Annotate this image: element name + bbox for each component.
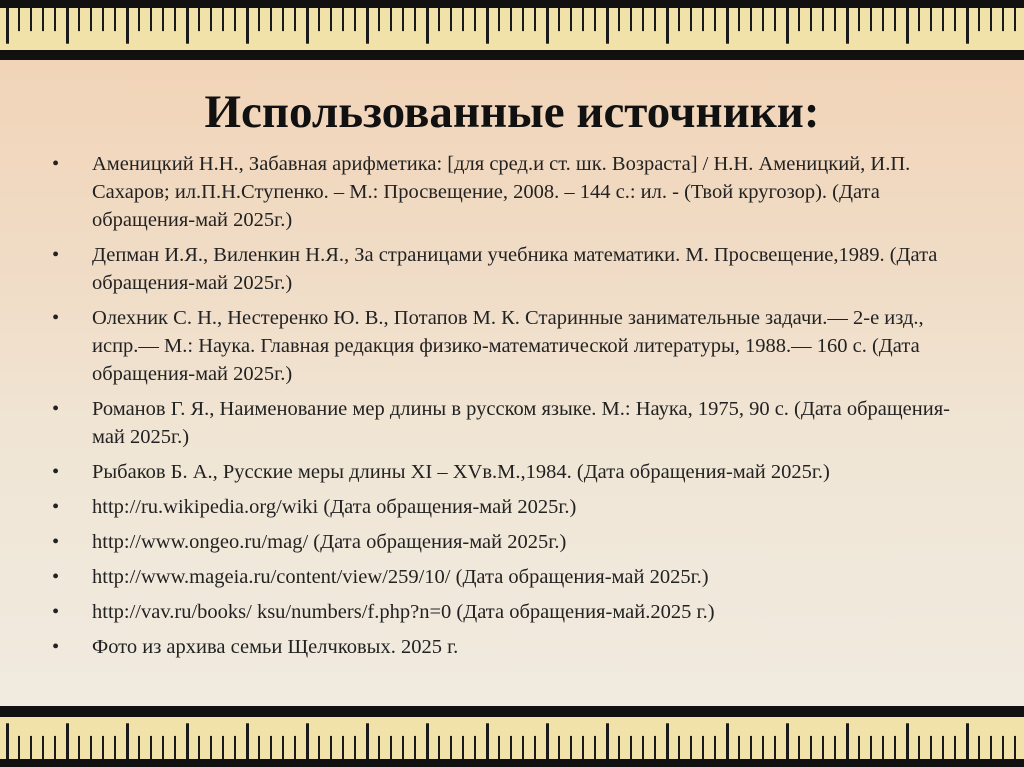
ruler-tick bbox=[582, 8, 584, 31]
ruler-tick bbox=[642, 8, 644, 31]
source-link: http://www.ongeo.ru/mag/ (Дата обращения-май 2025г.) bbox=[92, 531, 567, 553]
ruler-tick bbox=[918, 736, 920, 759]
ruler-tick bbox=[354, 736, 356, 759]
bullet-icon: • bbox=[52, 244, 60, 266]
ruler-tick bbox=[390, 736, 392, 759]
ruler-tick bbox=[630, 8, 632, 31]
ruler-tick bbox=[942, 8, 944, 31]
ruler-tick bbox=[174, 736, 176, 759]
ruler-tick bbox=[42, 736, 44, 759]
ruler-tick bbox=[246, 723, 249, 759]
ruler-tick bbox=[930, 8, 932, 31]
ruler-tick bbox=[618, 736, 620, 759]
bullet-icon: • bbox=[52, 307, 60, 329]
ruler-tick bbox=[6, 723, 9, 759]
ruler-tick bbox=[450, 8, 452, 31]
ruler-tick bbox=[822, 736, 824, 759]
ruler-tick bbox=[270, 8, 272, 31]
ruler-tick bbox=[330, 8, 332, 31]
ruler-tick bbox=[234, 8, 236, 31]
ruler-tick bbox=[150, 736, 152, 759]
ruler-tick bbox=[522, 736, 524, 759]
ruler-tick bbox=[798, 8, 800, 31]
ruler-tick bbox=[546, 723, 549, 759]
ruler-tick bbox=[1002, 736, 1004, 759]
ruler-tick bbox=[90, 736, 92, 759]
ruler-tick bbox=[114, 8, 116, 31]
ruler-tick bbox=[498, 736, 500, 759]
ruler-tick bbox=[486, 8, 489, 44]
ruler-tick bbox=[414, 736, 416, 759]
ruler-tick bbox=[114, 736, 116, 759]
ruler-tick bbox=[678, 8, 680, 31]
ruler-tick bbox=[402, 8, 404, 31]
ruler-tick bbox=[714, 736, 716, 759]
list-item bbox=[52, 304, 972, 388]
ruler-tick bbox=[558, 736, 560, 759]
ruler-tick bbox=[522, 8, 524, 31]
ruler-tick bbox=[222, 8, 224, 31]
ruler-tick bbox=[762, 8, 764, 31]
ruler-tick bbox=[978, 8, 980, 31]
ruler-tick bbox=[510, 8, 512, 31]
ruler-tick bbox=[30, 8, 32, 31]
ruler-tick bbox=[570, 8, 572, 31]
ruler-tick bbox=[810, 736, 812, 759]
ruler-tick bbox=[414, 8, 416, 31]
ruler-tick bbox=[642, 736, 644, 759]
ruler-tick bbox=[954, 736, 956, 759]
ruler-tick bbox=[666, 723, 669, 759]
ruler-tick bbox=[1014, 8, 1016, 31]
ruler-tick bbox=[774, 8, 776, 31]
ruler-tick bbox=[630, 736, 632, 759]
sources-list bbox=[52, 150, 972, 668]
ruler-tick bbox=[570, 736, 572, 759]
ruler-tick bbox=[918, 8, 920, 31]
ruler-tick bbox=[546, 8, 549, 44]
ruler-top-decoration bbox=[0, 0, 1024, 60]
ruler-tick bbox=[462, 736, 464, 759]
ruler-tick bbox=[66, 8, 69, 44]
ruler-tick bbox=[762, 736, 764, 759]
ruler-tick bbox=[726, 723, 729, 759]
ruler-tick bbox=[534, 736, 536, 759]
ruler-tick bbox=[1002, 8, 1004, 31]
ruler-tick bbox=[30, 736, 32, 759]
bullet-icon: • bbox=[52, 601, 60, 623]
ruler-tick bbox=[354, 8, 356, 31]
ruler-tick bbox=[498, 8, 500, 31]
ruler-tick bbox=[858, 8, 860, 31]
ruler-tick bbox=[162, 8, 164, 31]
ruler-tick bbox=[162, 736, 164, 759]
list-item bbox=[52, 493, 972, 521]
ruler-tick bbox=[738, 8, 740, 31]
ruler-tick bbox=[258, 8, 260, 31]
ruler-tick bbox=[834, 8, 836, 31]
bullet-icon: • bbox=[52, 153, 60, 175]
list-item bbox=[52, 150, 972, 234]
ruler-tick bbox=[906, 723, 909, 759]
ruler-tick bbox=[750, 8, 752, 31]
ruler-tick bbox=[966, 723, 969, 759]
ruler-tick bbox=[846, 723, 849, 759]
source-link: http://ru.wikipedia.org/wiki (Дата обращения-май 2025г.) bbox=[92, 496, 577, 518]
ruler-tick bbox=[318, 8, 320, 31]
ruler-tick bbox=[366, 8, 369, 44]
ruler-tick bbox=[882, 8, 884, 31]
bullet-icon: • bbox=[52, 566, 60, 588]
ruler-tick bbox=[42, 8, 44, 31]
ruler-tick bbox=[978, 736, 980, 759]
ruler-tick bbox=[342, 8, 344, 31]
ruler-tick bbox=[438, 8, 440, 31]
bullet-icon: • bbox=[52, 636, 60, 658]
ruler-tick bbox=[714, 8, 716, 31]
ruler-tick bbox=[894, 8, 896, 31]
slide-title: Использованные источники: bbox=[204, 86, 820, 138]
ruler-tick bbox=[306, 723, 309, 759]
ruler-top-graphic bbox=[0, 0, 1024, 60]
ruler-tick bbox=[594, 8, 596, 31]
ruler-tick bbox=[378, 8, 380, 31]
ruler-tick bbox=[270, 736, 272, 759]
ruler-tick bbox=[486, 723, 489, 759]
ruler-tick bbox=[834, 736, 836, 759]
ruler-tick bbox=[246, 8, 249, 44]
source-link: http://vav.ru/books/ ksu/numbers/f.php?n=0 (Дата обращения-май.2025 г.) bbox=[92, 601, 715, 623]
ruler-tick bbox=[654, 736, 656, 759]
ruler-tick bbox=[774, 736, 776, 759]
ruler-bottom-decoration bbox=[0, 706, 1024, 767]
ruler-tick bbox=[678, 736, 680, 759]
ruler-tick bbox=[378, 736, 380, 759]
source-text: Романов Г. Я., Наименование мер длины в русском языке. М.: Наука, 1975, 90 с. (Дата обращения-май 2025г.) bbox=[92, 398, 950, 448]
ruler-tick bbox=[990, 8, 992, 31]
ruler-tick bbox=[702, 8, 704, 31]
ruler-tick bbox=[822, 8, 824, 31]
ruler-tick bbox=[54, 8, 56, 31]
ruler-tick bbox=[558, 8, 560, 31]
ruler-tick bbox=[330, 736, 332, 759]
ruler-tick bbox=[78, 736, 80, 759]
ruler-tick bbox=[786, 723, 789, 759]
ruler-tick bbox=[882, 736, 884, 759]
ruler-tick bbox=[54, 736, 56, 759]
ruler-tick bbox=[846, 8, 849, 44]
ruler-tick bbox=[90, 8, 92, 31]
ruler-tick bbox=[618, 8, 620, 31]
source-text: Рыбаков Б. А., Русские меры длины XI – XVв.М.,1984. (Дата обращения-май 2025г.) bbox=[92, 461, 830, 483]
source-text: Аменицкий Н.Н., Забавная арифметика: [для сред.и ст. шк. Возраста] / Н.Н. Аменицкий, И.П. Сахаров; ил.П.Н.Ступенко. – М.: Просвещение, 2008. – 144 с.: ил. - (Твой кругозор). (Дата обращения-май 2025г.) bbox=[92, 153, 911, 231]
list-item bbox=[52, 241, 972, 297]
ruler-tick bbox=[342, 736, 344, 759]
bullet-icon: • bbox=[52, 531, 60, 553]
ruler-tick bbox=[126, 723, 129, 759]
ruler-tick bbox=[474, 736, 476, 759]
list-item bbox=[52, 563, 972, 591]
ruler-tick bbox=[294, 736, 296, 759]
ruler-tick bbox=[126, 8, 129, 44]
ruler-tick bbox=[306, 8, 309, 44]
ruler-tick bbox=[534, 8, 536, 31]
ruler-tick bbox=[234, 736, 236, 759]
ruler-tick bbox=[474, 8, 476, 31]
ruler-tick bbox=[198, 8, 200, 31]
ruler-tick bbox=[906, 8, 909, 44]
ruler-tick bbox=[930, 736, 932, 759]
list-item bbox=[52, 528, 972, 556]
ruler-tick bbox=[942, 736, 944, 759]
bullet-icon: • bbox=[52, 398, 60, 420]
list-item bbox=[52, 598, 972, 626]
ruler-tick bbox=[282, 8, 284, 31]
ruler-tick bbox=[18, 8, 20, 31]
ruler-bottom-graphic bbox=[0, 706, 1024, 767]
ruler-tick bbox=[1014, 736, 1016, 759]
source-text: Фото из архива семьи Щелчковых. 2025 г. bbox=[92, 636, 459, 658]
ruler-tick bbox=[966, 8, 969, 44]
source-text: Депман И.Я., Виленкин Н.Я., За страницами учебника математики. М. Просвещение,1989. (Дата обращения-май 2025г.) bbox=[92, 244, 938, 294]
ruler-tick bbox=[102, 736, 104, 759]
ruler-tick bbox=[654, 8, 656, 31]
bullet-icon: • bbox=[52, 461, 60, 483]
ruler-tick bbox=[594, 736, 596, 759]
ruler-tick bbox=[402, 736, 404, 759]
ruler-tick bbox=[294, 8, 296, 31]
ruler-tick bbox=[390, 8, 392, 31]
ruler-tick bbox=[150, 8, 152, 31]
source-text: Олехник С. Н., Нестеренко Ю. В., Потапов М. К. Старинные занимательные задачи.— 2-е изд., испр.— М.: Наука. Главная редакция физико-математической литературы, 1988.— 160 с. (Дата обращения-май 2025г.) bbox=[92, 307, 924, 385]
ruler-tick bbox=[18, 736, 20, 759]
ruler-tick bbox=[258, 736, 260, 759]
ruler-tick bbox=[702, 736, 704, 759]
ruler-tick bbox=[954, 8, 956, 31]
ruler-tick bbox=[510, 736, 512, 759]
ruler-tick bbox=[810, 8, 812, 31]
ruler-tick bbox=[606, 8, 609, 44]
ruler-tick bbox=[690, 736, 692, 759]
ruler-tick bbox=[78, 8, 80, 31]
ruler-tick bbox=[426, 723, 429, 759]
ruler-tick bbox=[786, 8, 789, 44]
ruler-tick bbox=[198, 736, 200, 759]
ruler-tick bbox=[666, 8, 669, 44]
ruler-tick bbox=[210, 8, 212, 31]
ruler-tick bbox=[138, 736, 140, 759]
ruler-tick bbox=[606, 723, 609, 759]
ruler-tick bbox=[450, 736, 452, 759]
ruler-tick bbox=[174, 8, 176, 31]
ruler-tick bbox=[738, 736, 740, 759]
list-item bbox=[52, 395, 972, 451]
ruler-tick bbox=[6, 8, 9, 44]
ruler-tick bbox=[858, 736, 860, 759]
ruler-tick bbox=[750, 736, 752, 759]
source-link: http://www.mageia.ru/content/view/259/10/ (Дата обращения-май 2025г.) bbox=[92, 566, 709, 588]
ruler-tick bbox=[282, 736, 284, 759]
ruler-tick bbox=[870, 8, 872, 31]
ruler-tick bbox=[894, 736, 896, 759]
ruler-tick bbox=[366, 723, 369, 759]
ruler-tick bbox=[102, 8, 104, 31]
ruler-tick bbox=[726, 8, 729, 44]
ruler-tick bbox=[990, 736, 992, 759]
ruler-tick bbox=[318, 736, 320, 759]
ruler-tick bbox=[222, 736, 224, 759]
bullet-icon: • bbox=[52, 496, 60, 518]
ruler-tick bbox=[210, 736, 212, 759]
list-item bbox=[52, 633, 972, 661]
ruler-tick bbox=[138, 8, 140, 31]
ruler-tick bbox=[462, 8, 464, 31]
ruler-tick bbox=[798, 736, 800, 759]
ruler-tick bbox=[186, 723, 189, 759]
ruler-tick bbox=[690, 8, 692, 31]
ruler-tick bbox=[426, 8, 429, 44]
ruler-tick bbox=[66, 723, 69, 759]
ruler-tick bbox=[582, 736, 584, 759]
ruler-tick bbox=[870, 736, 872, 759]
ruler-tick bbox=[438, 736, 440, 759]
list-item bbox=[52, 458, 972, 486]
ruler-tick bbox=[186, 8, 189, 44]
